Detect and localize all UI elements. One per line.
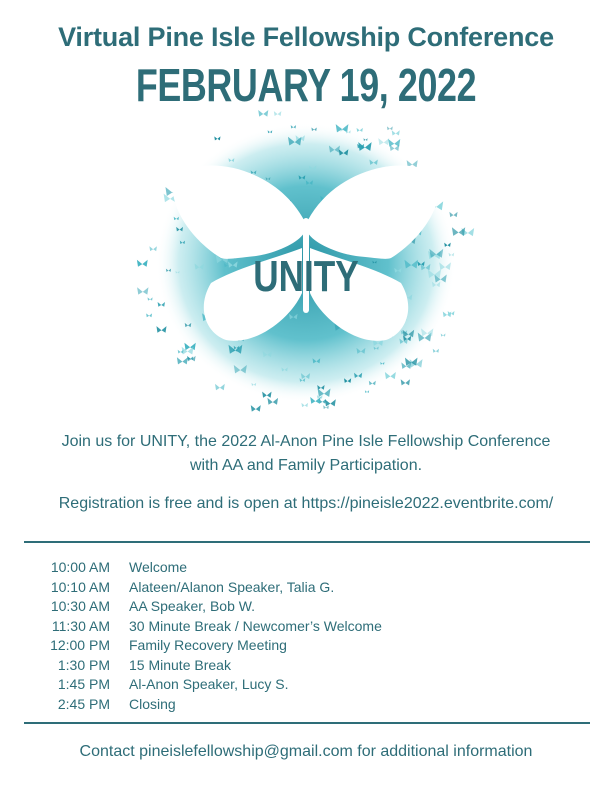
- butterfly-particle: [177, 357, 188, 364]
- schedule-event: 30 Minute Break / Newcomer’s Welcome: [129, 617, 382, 634]
- butterfly-particle: [137, 260, 148, 267]
- schedule-row: [0, 616, 612, 636]
- schedule-event: 15 Minute Break: [129, 656, 231, 673]
- intro-line-2: with AA and Family Participation.: [189, 457, 423, 474]
- schedule-time: 1:45 PM: [57, 676, 110, 692]
- schedule-time: 10:00 AM: [50, 559, 110, 575]
- butterfly-particle: [387, 126, 393, 130]
- butterfly-particle: [149, 246, 157, 251]
- butterfly-particle: [215, 384, 225, 390]
- registration-text: Registration is free and is open at https://pineisle2022.eventbrite.com/: [58, 495, 554, 512]
- schedule-time: 2:45 PM: [57, 695, 110, 712]
- schedule-time: 10:30 AM: [50, 598, 110, 614]
- schedule-event: AA Speaker, Bob W.: [129, 598, 256, 614]
- divider-bottom: [24, 722, 590, 724]
- butterfly-particle: [441, 334, 446, 337]
- intro-text: [20, 430, 592, 478]
- butterfly-particle: [392, 130, 400, 135]
- butterfly-particle: [301, 403, 308, 407]
- butterfly-particle: [452, 227, 465, 236]
- butterfly-particle: [251, 405, 261, 411]
- divider-top: [24, 541, 590, 543]
- butterfly-particle: [214, 136, 220, 140]
- schedule-row: [0, 577, 612, 597]
- page-title: Virtual Pine Isle Fellowship Conference: [58, 22, 554, 52]
- schedule-row: [0, 674, 612, 694]
- schedule-event: Al-Anon Speaker, Lucy S.: [129, 676, 289, 692]
- butterfly-particle: [146, 313, 152, 317]
- schedule-row: [0, 596, 612, 616]
- contact-text: Contact pineislefellowship@gmail.com for additional information: [79, 743, 533, 760]
- butterfly-particle: [274, 111, 281, 116]
- schedule-list: [0, 557, 612, 713]
- schedule-time: 1:30 PM: [57, 656, 110, 673]
- schedule-row: [0, 655, 612, 675]
- schedule-row: [0, 635, 612, 655]
- schedule-event: Welcome: [129, 559, 188, 575]
- butterfly-particle: [156, 326, 166, 333]
- butterfly-particle: [258, 110, 268, 117]
- event-date: FEBRUARY 19, 2022: [135, 59, 477, 111]
- butterfly-particle: [433, 349, 439, 353]
- butterfly-particle: [449, 212, 457, 217]
- butterfly-particle: [388, 139, 400, 147]
- butterfly-particle: [401, 379, 410, 385]
- schedule-row: [0, 694, 612, 714]
- schedule-event: Family Recovery Meeting: [129, 637, 287, 653]
- schedule-time: 10:10 AM: [50, 578, 110, 595]
- schedule-event: Closing: [129, 695, 176, 712]
- intro-line-1: Join us for UNITY, the 2022 Al-Anon Pine Isle Fellowship Conference: [61, 433, 551, 450]
- schedule-time: 11:30 AM: [51, 617, 110, 634]
- butterfly-particle: [137, 287, 148, 294]
- schedule-row: [0, 557, 612, 577]
- schedule-event: Alateen/Alanon Speaker, Talia G.: [129, 578, 335, 595]
- unity-butterfly-artwork: [126, 108, 486, 418]
- unity-word: UNITY: [253, 252, 359, 301]
- butterfly-particle: [148, 297, 153, 300]
- butterfly-particle: [357, 128, 363, 132]
- schedule-time: 12:00 PM: [50, 637, 110, 653]
